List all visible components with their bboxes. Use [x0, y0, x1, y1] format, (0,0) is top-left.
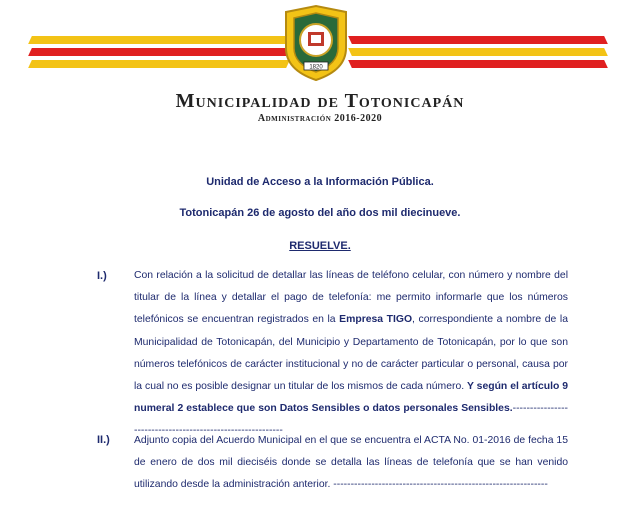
item-1-text-a: Con relación a la solicitud de detallar las líneas de teléfono celular, con número y nombre del titular de la línea y detallar el pago de telefonía: me permito informarle que los números telefónicos se encuentran registrados en la [134, 270, 568, 326]
header-stripe-red-left [28, 48, 290, 56]
municipal-emblem-icon [280, 4, 352, 82]
administration-subtitle: Administración 2016-2020 [257, 113, 383, 124]
item-1-trail: ----------------------------------------------------------- [134, 403, 568, 437]
unit-heading: Unidad de Acceso a la Información Pública. [206, 176, 434, 188]
item-2-trail: -------------------------------------------------------------- [333, 479, 548, 491]
place-date-line: Totonicapán 26 de agosto del año dos mil diecinueve. [179, 207, 461, 219]
emblem-year: 1820 [309, 64, 323, 71]
header-stripe-red-right-2 [348, 60, 608, 68]
item-1-bold-legal: Y según el artículo 9 numeral 2 establece que son Datos Sensibles o datos personales Sensibles. [134, 381, 568, 415]
item-paragraph-2 [134, 430, 568, 497]
header-stripe-yellow-left-2 [28, 60, 290, 68]
item-1-bold-company: Empresa TIGO [339, 314, 413, 326]
header-stripe-yellow-right [348, 48, 608, 56]
item-paragraph-1 [134, 265, 568, 443]
header-stripe-red-right [348, 36, 608, 44]
header-stripe-yellow-left [28, 36, 290, 44]
municipality-title: Municipalidad de Totonicapán [175, 90, 465, 112]
item-number-1: I.) [97, 270, 107, 282]
resolution-heading: RESUELVE. [289, 240, 351, 252]
item-2-text: Adjunto copia del Acuerdo Municipal en el que se encuentra el ACTA No. 01-2016 de fecha 15 de enero de dos mil dieciséis donde se detalla las líneas de telefonía que se han venido utilizando desde la administración anterior. [134, 435, 568, 491]
item-number-2: II.) [97, 434, 110, 446]
item-1-text-b: , correspondiente a nombre de la Municipalidad de Totonicapán, del Municipio y Departamento de Totonicapán, por lo que son números telefónicos de carácter institucional y no de carácter particular o personal, causa por la cual no es posible designar un titular de los mismos de cada número. [134, 314, 568, 393]
